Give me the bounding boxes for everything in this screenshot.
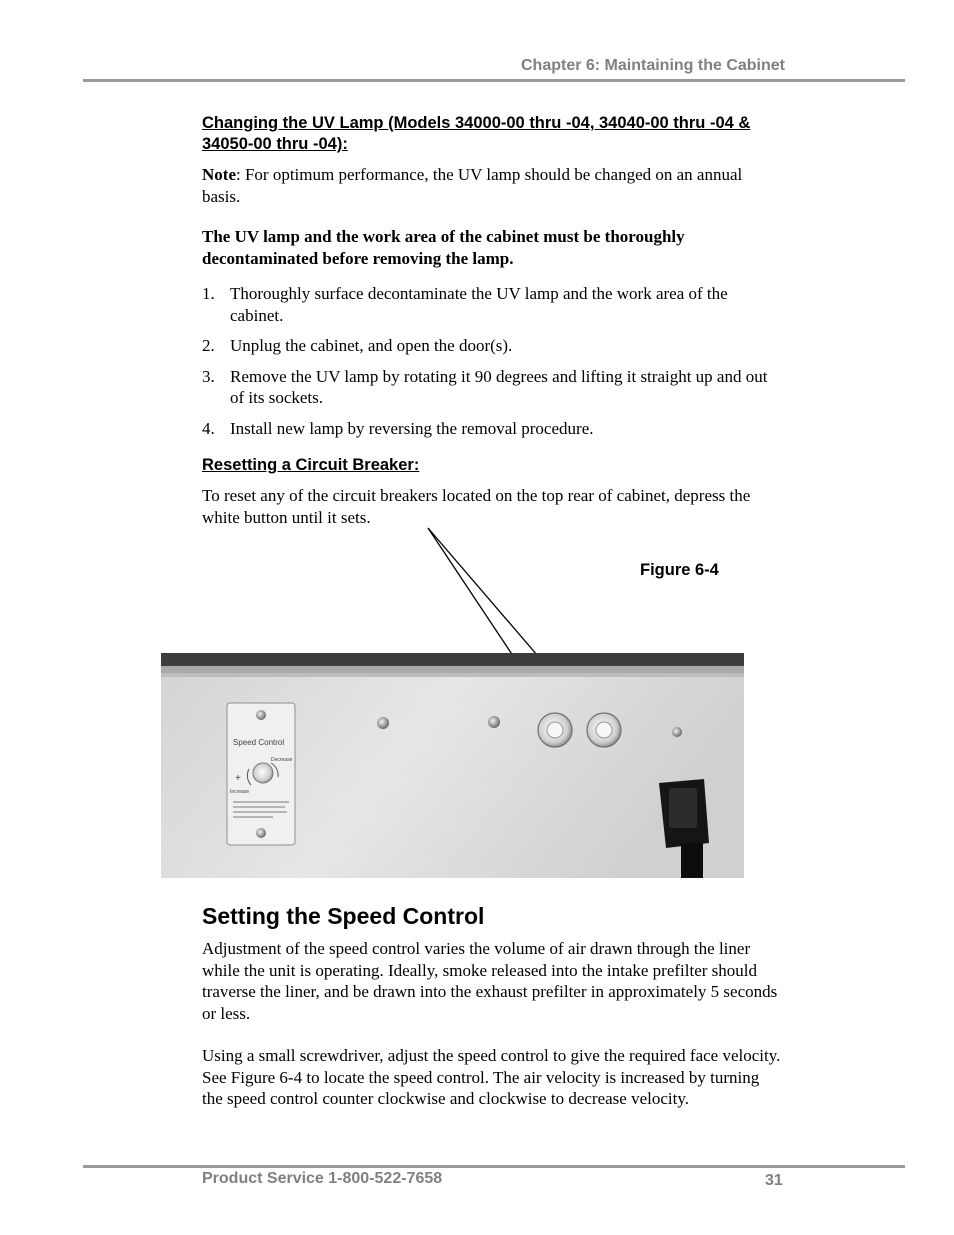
panel-screw [488,716,500,728]
footer-rule [83,1165,905,1168]
step-text: Install new lamp by reversing the removal procedure. [230,418,594,438]
speed-control-heading: Setting the Speed Control [202,903,485,929]
step-number: 1. [202,284,215,303]
step-text: Remove the UV lamp by rotating it 90 degrees and lifting it straight up and out of its sockets. [230,366,768,407]
note-label: Note [202,165,236,184]
svg-text:+: + [235,773,241,784]
step-text: Unplug the cabinet, and open the door(s). [230,336,513,355]
chapter-header: Chapter 6: Maintaining the Cabinet [520,57,785,74]
circuit-breaker-right [587,713,621,747]
note-text: : For optimum performance, the UV lamp should be changed on an annual basis. [202,165,743,206]
plate-increase: Increase [230,789,250,795]
uv-lamp-heading: Changing the UV Lamp (Models 34000-00 thru -04, 34040-00 thru -04 & 34050-00 thru -04): [202,114,751,153]
uv-warning: The UV lamp and the work area of the cabinet must be thoroughly decontaminated before removing the lamp. [202,227,685,268]
step-number: 4. [202,418,215,438]
circuit-breaker-left [538,713,572,747]
speed-control-plate [227,703,295,845]
speed-knob [253,763,273,783]
figure-label: Figure 6-4 [640,561,719,579]
step-number: 2. [202,336,215,355]
panel-screw [377,717,389,729]
panel-screw [672,727,682,737]
speed-paragraph-1: Adjustment of the speed control varies the volume of air drawn through the liner while the unit is operating. Ideally, smoke released into the intake prefilter should traverse the liner, and be drawn into the exhaust prefilter in approximately 5 seconds or less. [202,939,778,1023]
cabinet-panel-photo [161,653,744,878]
product-service-phone: Product Service 1-800-522-7658 [202,1170,443,1187]
plate-decrease: Decrease [271,757,293,763]
breaker-paragraph: To reset any of the circuit breakers located on the top rear of cabinet, depress the white button until it sets. [202,486,751,527]
breaker-heading: Resetting a Circuit Breaker: [202,456,420,474]
step-text: Thoroughly surface decontaminate the UV lamp and the work area of the cabinet. [230,284,728,325]
page-number: 31 [765,1172,783,1189]
speed-paragraph-2: Using a small screwdriver, adjust the speed control to give the required face velocity. See Figure 6-4 to locate the speed control. The air velocity is increased by turning the speed control counter clockwise and clockwise to decrease velocity. [202,1046,781,1108]
step-number: 3. [202,366,215,386]
plate-title: Speed Control [233,738,285,747]
